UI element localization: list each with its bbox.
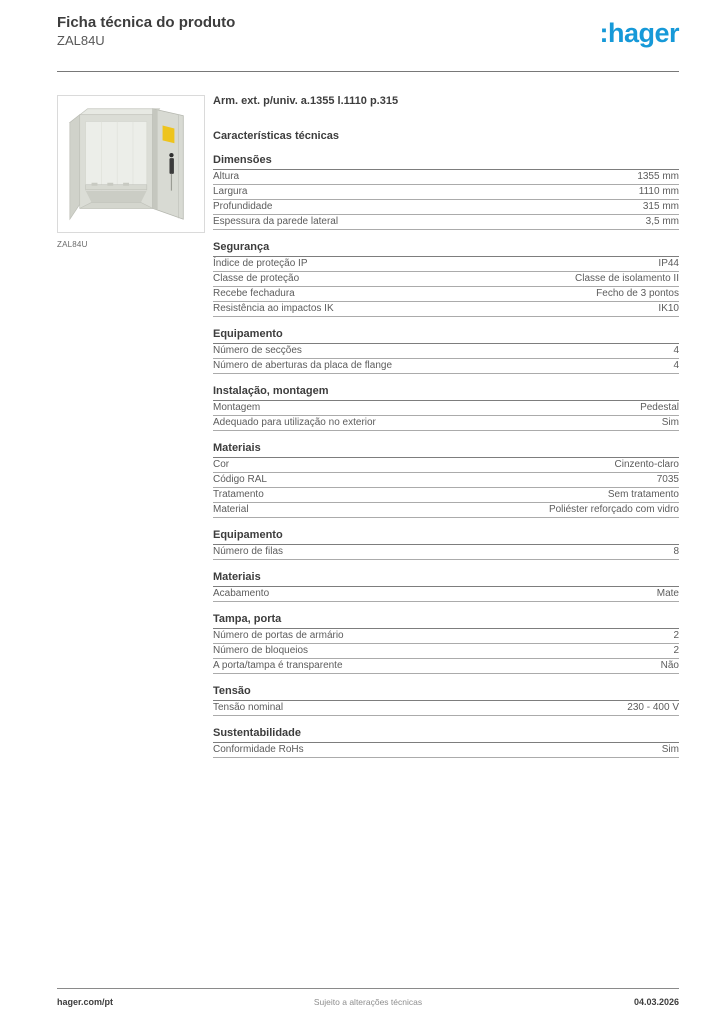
spec-value: 230 - 400 V (627, 702, 679, 713)
section-title: Equipamento (213, 530, 679, 545)
spec-value: 1110 mm (638, 186, 679, 197)
spec-row (213, 170, 679, 185)
section-dimensions (213, 155, 679, 230)
footer-website-link[interactable]: hager.com/pt (57, 997, 114, 1007)
spec-column (213, 95, 679, 758)
page-footer (57, 988, 679, 1007)
spec-value: 4 (673, 345, 679, 356)
spec-value: 3,5 mm (645, 216, 679, 227)
spec-label: Número de secções (213, 345, 302, 356)
spec-value: Sem tratamento (607, 489, 679, 500)
spec-value: 1355 mm (637, 171, 679, 182)
section-title: Materiais (213, 572, 679, 587)
spec-label: Cor (213, 459, 230, 470)
spec-row (213, 488, 679, 503)
section-security (213, 242, 679, 317)
section-title: Segurança (213, 242, 679, 257)
spec-row (213, 215, 679, 230)
spec-value: Poliéster reforçado com vidro (548, 504, 679, 515)
spec-value: 7035 (656, 474, 679, 485)
spec-row (213, 257, 679, 272)
section-title: Dimensões (213, 155, 679, 170)
spec-label: Acabamento (213, 588, 270, 599)
section-equipment-2 (213, 530, 679, 560)
product-image-caption: ZAL84U (57, 240, 88, 249)
spec-label: Montagem (213, 402, 261, 413)
spec-row (213, 743, 679, 758)
spec-value: Sim (661, 417, 679, 428)
section-installation (213, 386, 679, 431)
product-image-column (57, 95, 205, 249)
spec-label: Tratamento (213, 489, 264, 500)
spec-label: Conformidade RoHs (213, 744, 304, 755)
cabinet-illustration (58, 95, 204, 233)
spec-row (213, 416, 679, 431)
characteristics-heading: Características técnicas (213, 130, 339, 142)
spec-value: Mate (656, 588, 679, 599)
hager-logo: :hager (599, 18, 679, 48)
spec-row (213, 458, 679, 473)
spec-label: Número de aberturas da placa de flange (213, 360, 393, 371)
spec-row (213, 701, 679, 716)
spec-value: Não (660, 660, 679, 671)
spec-label: Material (213, 504, 249, 515)
spec-label: Profundidade (213, 201, 273, 212)
page-title: Ficha técnica do produto (57, 14, 236, 31)
spec-label: Número de bloqueios (213, 645, 309, 656)
spec-value: Pedestal (640, 402, 679, 413)
section-materials (213, 443, 679, 518)
spec-value: 4 (673, 360, 679, 371)
spec-label: Adequado para utilização no exterior (213, 417, 376, 428)
spec-value: 2 (673, 630, 679, 641)
spec-label: Classe de proteção (213, 273, 300, 284)
spec-row (213, 359, 679, 374)
section-title: Tensão (213, 686, 679, 701)
page-header (57, 14, 679, 49)
spec-label: Tensão nominal (213, 702, 284, 713)
footer-disclaimer: Sujeito a alterações técnicas (313, 997, 423, 1007)
spec-value: Fecho de 3 pontos (596, 288, 679, 299)
main-content (57, 95, 679, 758)
product-code: ZAL84U (57, 33, 105, 48)
spec-row (213, 200, 679, 215)
spec-label: Código RAL (213, 474, 267, 485)
spec-row (213, 401, 679, 416)
section-sustainability (213, 728, 679, 758)
footer-date: 04.03.2026 (633, 997, 679, 1007)
spec-row (213, 587, 679, 602)
product-image (57, 95, 205, 233)
spec-label: Largura (213, 186, 248, 197)
spec-row (213, 545, 679, 560)
section-title: Materiais (213, 443, 679, 458)
section-title: Tampa, porta (213, 614, 679, 629)
header-divider (57, 71, 679, 72)
spec-label: Resistência ao impactos IK (213, 303, 334, 314)
section-title: Sustentabilidade (213, 728, 679, 743)
section-equipment (213, 329, 679, 374)
spec-value: IP44 (658, 258, 679, 269)
spec-row (213, 659, 679, 674)
spec-label: Altura (213, 171, 240, 182)
section-voltage (213, 686, 679, 716)
spec-value: Classe de isolamento II (575, 273, 679, 284)
header-titles (57, 14, 235, 49)
spec-row (213, 287, 679, 302)
spec-row (213, 272, 679, 287)
spec-row (213, 185, 679, 200)
section-title: Equipamento (213, 329, 679, 344)
spec-row (213, 473, 679, 488)
spec-value: 2 (673, 645, 679, 656)
spec-row (213, 302, 679, 317)
spec-value: Cinzento-claro (614, 459, 679, 470)
spec-label: Recebe fechadura (213, 288, 295, 299)
section-title: Instalação, montagem (213, 386, 679, 401)
spec-label: Índice de proteção IP (213, 258, 308, 269)
spec-value: 315 mm (642, 201, 679, 212)
section-door (213, 614, 679, 674)
section-materials-2 (213, 572, 679, 602)
spec-value: IK10 (658, 303, 679, 314)
spec-label: A porta/tampa é transparente (213, 660, 343, 671)
spec-value: 8 (673, 546, 679, 557)
spec-row (213, 644, 679, 659)
spec-row (213, 629, 679, 644)
spec-value: Sim (661, 744, 679, 755)
spec-row (213, 344, 679, 359)
product-name: Arm. ext. p/univ. a.1355 l.1110 p.315 (213, 95, 399, 107)
spec-label: Número de filas (213, 546, 284, 557)
spec-row (213, 503, 679, 518)
spec-label: Número de portas de armário (213, 630, 344, 641)
spec-label: Espessura da parede lateral (213, 216, 339, 227)
